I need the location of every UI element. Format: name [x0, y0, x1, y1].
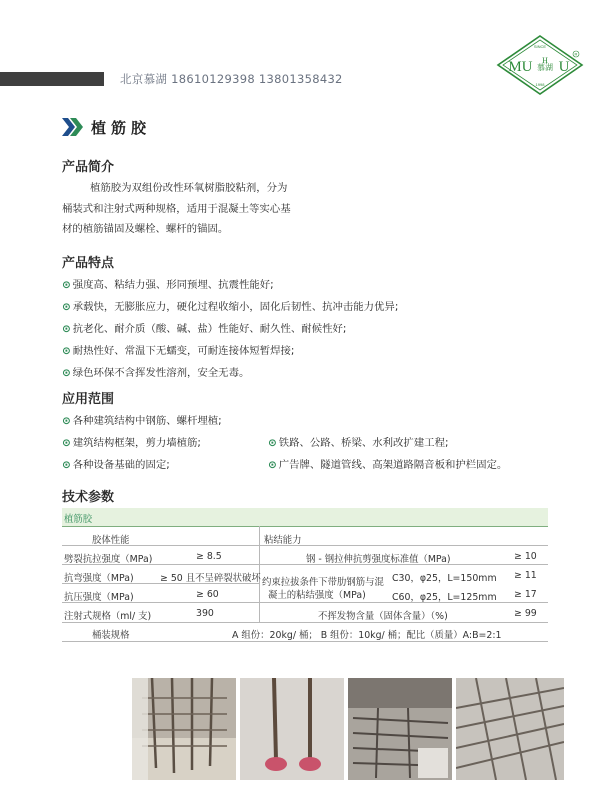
barrel-value: A 组份：20kg/ 桶； B 组份：10kg/ 桶；配比（质量）A:B=2:1: [232, 630, 502, 641]
application-item: ⊙ 各种设备基础的固定;: [62, 459, 170, 471]
bullet-icon: ⊙: [62, 437, 71, 449]
specs-heading: 技术参数: [62, 490, 115, 505]
bullet-icon: ⊙: [62, 301, 71, 313]
bullet-icon: ⊙: [62, 323, 71, 335]
page-title: 植筋胶: [91, 119, 152, 137]
title-chevron-icon: [62, 118, 84, 136]
shear-value: ≥ 10: [514, 551, 537, 562]
shear-name: 钢 - 钢拉伸抗剪强度标准值（MPa): [306, 554, 451, 565]
feature-item: ⊙ 强度高、粘结力强、形同预埋、抗震性能好;: [62, 279, 274, 291]
spec-name: 注射式规格（ml/ 支): [64, 611, 152, 622]
logo-year: 1998: [535, 82, 545, 87]
bullet-icon: ⊙: [62, 279, 71, 291]
feature-item: ⊙ 承载快，无膨胀应力，硬化过程收缩小，固化后韧性、抗冲击能力优异;: [62, 301, 399, 313]
bullet-icon: ⊙: [62, 415, 71, 427]
specs-table: [62, 508, 548, 642]
logo-since: SINCE: [533, 44, 547, 49]
right-header: 粘结能力: [264, 535, 302, 546]
intro-paragraph: [62, 178, 294, 240]
header-contact: 北京慕湖 18610129398 13801358432: [120, 72, 343, 86]
bullet-icon: ⊙: [62, 345, 71, 357]
bullet-icon: ⊙: [268, 459, 277, 471]
application-item: ⊙ 各种建筑结构中钢筋、螺杆埋植;: [62, 415, 222, 427]
spec-name: 抗弯强度（MPa): [64, 573, 134, 584]
bullet-icon: ⊙: [62, 367, 71, 379]
spec-name: 劈裂抗拉强度（MPa): [64, 554, 153, 565]
rebar-frame-photo: [348, 678, 452, 780]
feature-item: ⊙ 抗老化、耐介质（酸、碱、盐）性能好、耐久性、耐候性好;: [62, 323, 347, 335]
logo-letter-m: M: [508, 59, 522, 75]
application-item: ⊙ 建筑结构框架，剪力墙植筋;: [62, 437, 201, 449]
spec-value: ≥ 60: [196, 589, 219, 600]
logo-letter-u1: U: [521, 59, 533, 75]
features-heading: 产品特点: [62, 256, 115, 271]
logo-registered: R: [574, 51, 578, 57]
bullet-icon: ⊙: [62, 459, 71, 471]
pull-name-line1: 约束拉拔条件下带肋钢筋与混: [262, 577, 384, 588]
barrel-label: 桶装规格: [92, 630, 130, 641]
logo-letter-u2: U: [558, 59, 570, 75]
table-product-label: 植筋胶: [64, 514, 93, 525]
header-bar: [0, 72, 104, 86]
bullet-icon: ⊙: [268, 437, 277, 449]
anchored-rebar-photo: [240, 678, 344, 780]
spec-value: 390: [196, 608, 214, 619]
rebar-mesh-photo: [456, 678, 564, 780]
pull-name-line2: 凝土的粘结强度（MPa): [268, 590, 366, 601]
nonvolatile-name: 不挥发物含量（固体含量）（%): [318, 611, 448, 622]
spec-value: ≥ 8.5: [196, 551, 222, 562]
spec-name: 抗压强度（MPa): [64, 592, 134, 603]
spec-value: ≥ 50 且不呈碎裂状破坏: [160, 573, 261, 584]
nonvolatile-value: ≥ 99: [514, 608, 537, 619]
feature-item: ⊙ 绿色环保不含挥发性溶剂，安全无毒。: [62, 367, 250, 379]
feature-item: ⊙ 耐热性好、常温下无蠕变，可耐连接体短暂焊接;: [62, 345, 295, 357]
applications-heading: 应用范围: [62, 392, 115, 407]
application-item: ⊙ 广告牌、隧道管线、高架道路隔音板和护栏固定。: [268, 459, 508, 471]
application-item: ⊙ 铁路、公路、桥梁、水利改扩建工程;: [268, 437, 449, 449]
c30-value: ≥ 11: [514, 570, 537, 581]
c30-label: C30，φ25，L=150mm: [392, 573, 497, 584]
c60-label: C60，φ25，L=125mm: [392, 592, 497, 603]
left-header: 胶体性能: [92, 535, 130, 546]
logo-chinese: 慕湖: [537, 63, 553, 72]
intro-heading: 产品简介: [62, 160, 115, 175]
c60-value: ≥ 17: [514, 589, 537, 600]
logo-letter-h: H: [542, 56, 548, 65]
intro-text: 植筋胶为双组份改性环氧树脂胶粘剂，分为桶装式和注射式两种规格，适用于混凝土等实心基材的植筋锚固及螺栓、螺杆的锚固。: [62, 182, 291, 235]
rebar-cage-photo: [132, 678, 236, 780]
table-header-band: [62, 508, 548, 526]
muhu-logo: [496, 34, 584, 96]
